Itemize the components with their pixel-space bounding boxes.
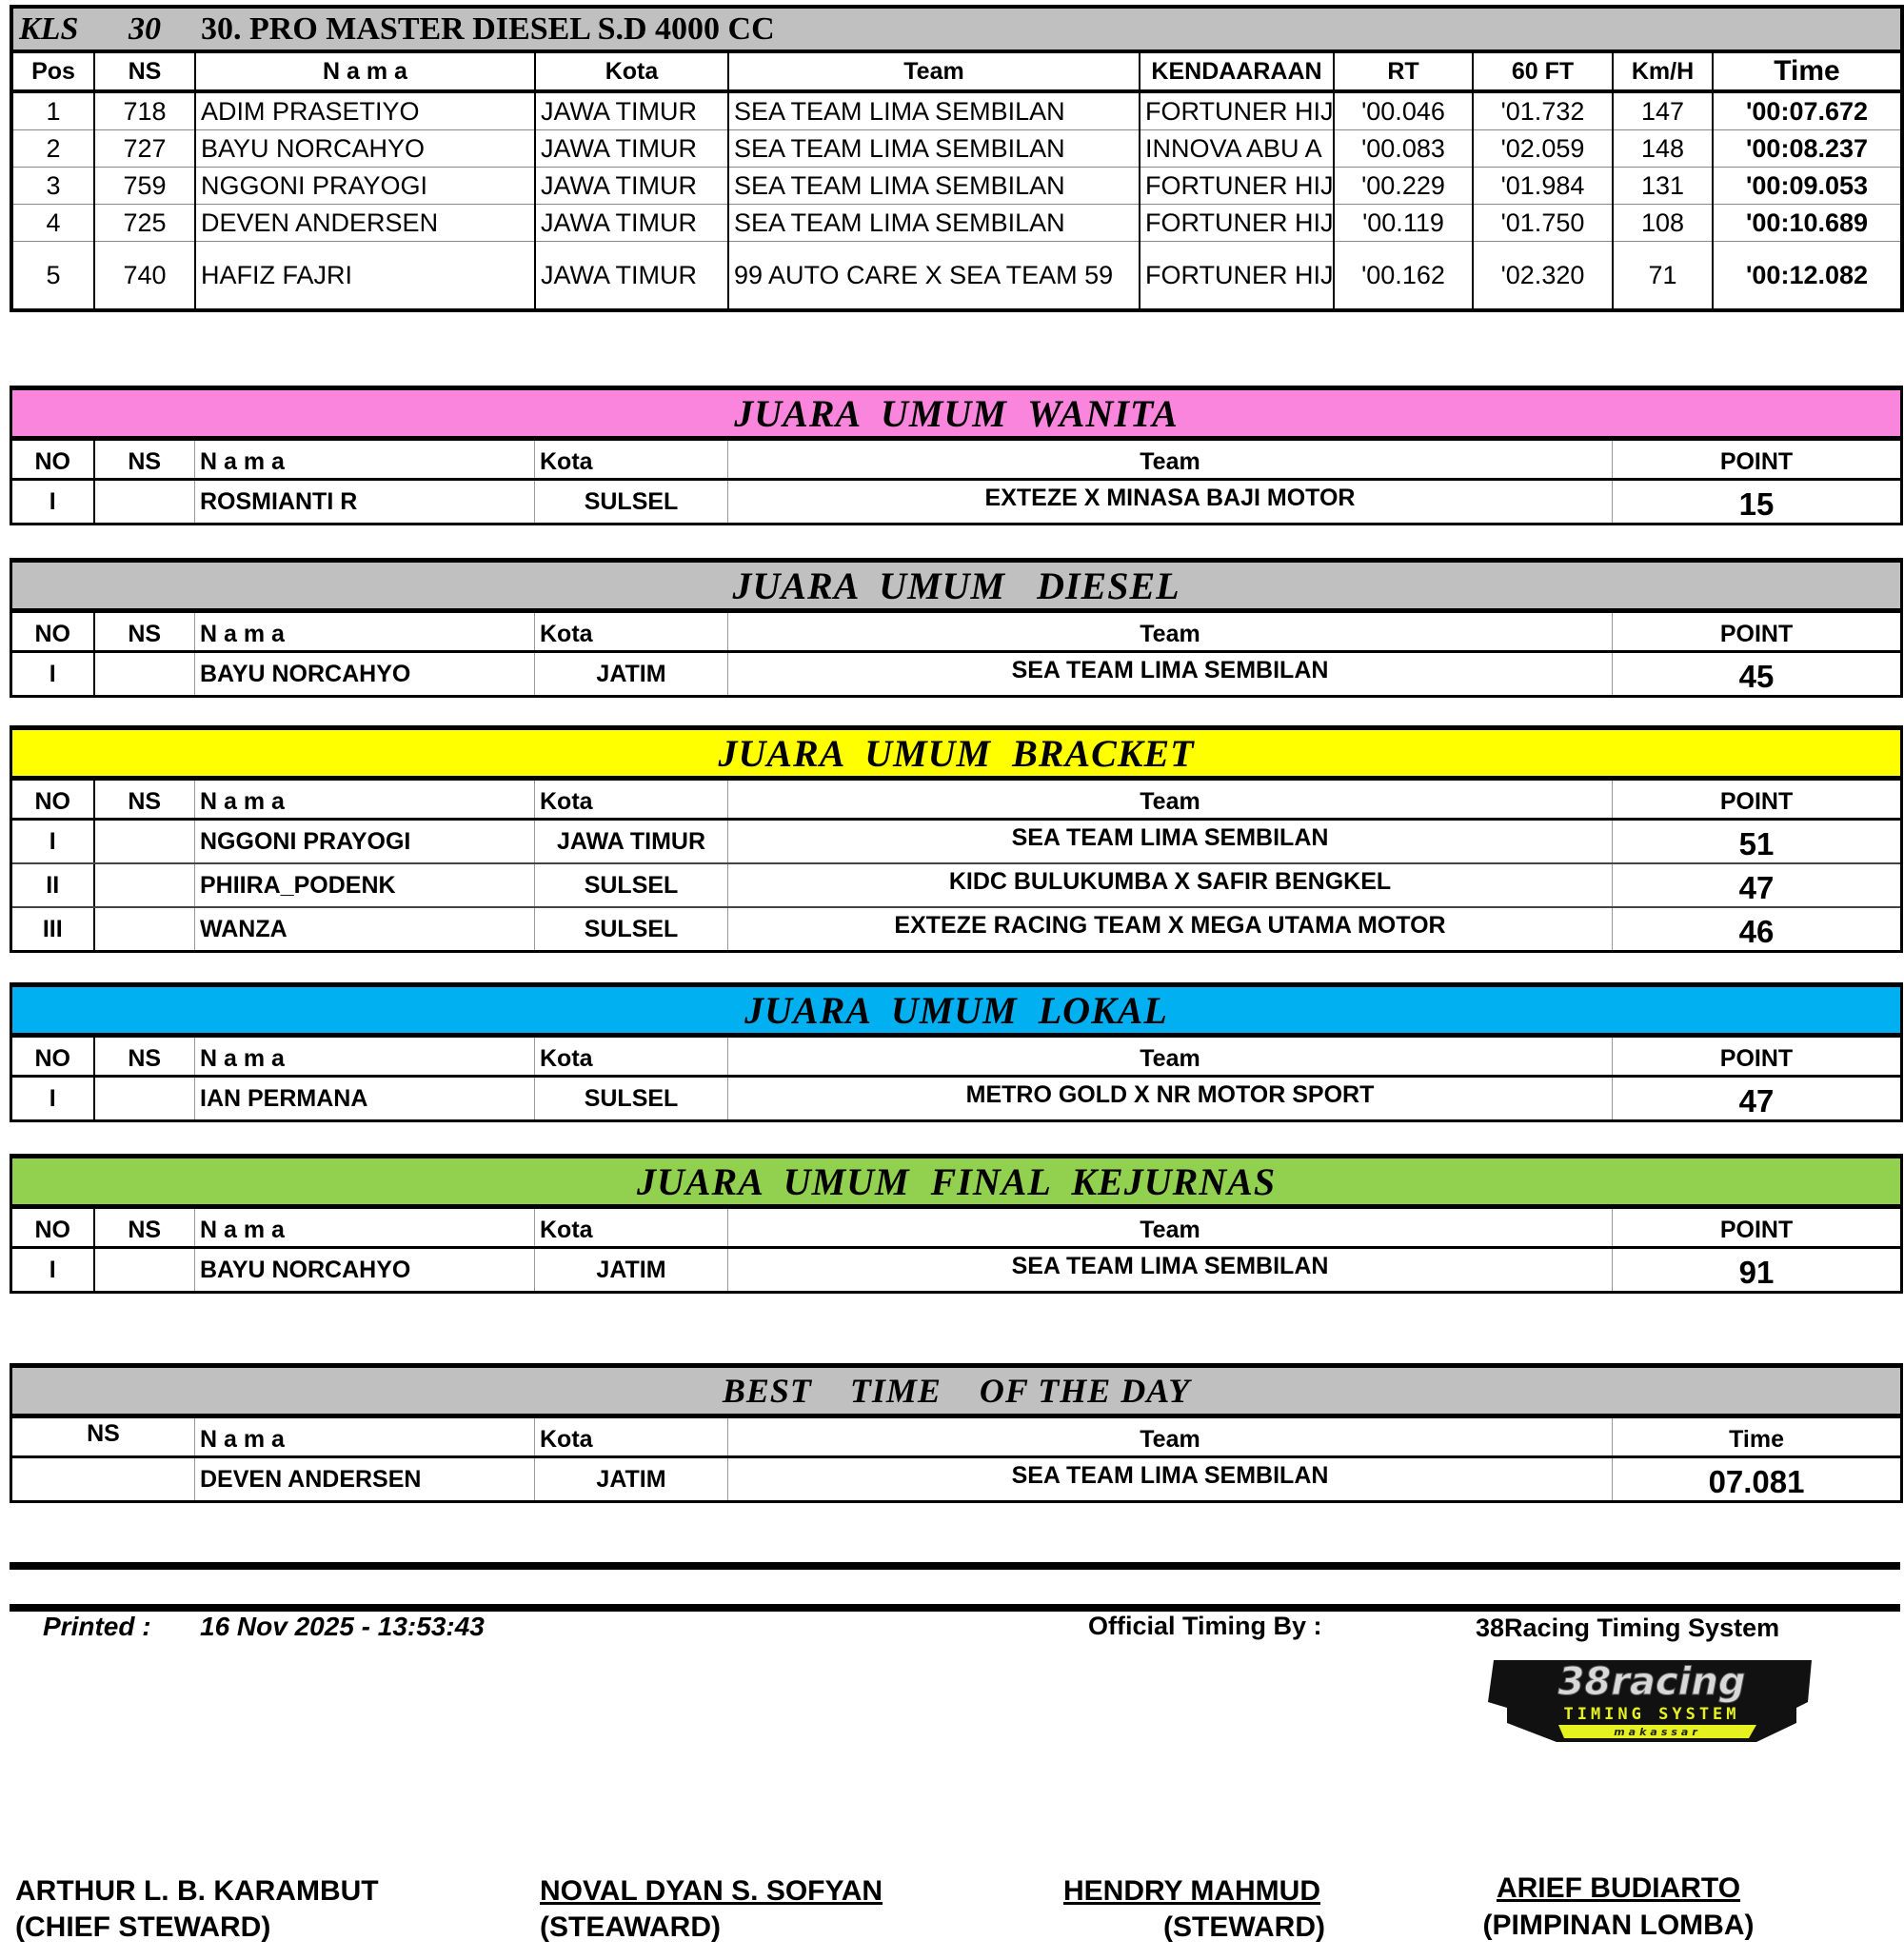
rt: '00.083 [1334, 130, 1473, 168]
rt: '00.229 [1334, 168, 1473, 205]
table-row [11, 168, 1902, 205]
col-kota: Kota [535, 611, 728, 652]
col-team: Team [728, 1416, 1613, 1457]
ns [94, 1248, 195, 1293]
no: III [11, 907, 94, 952]
ft60: '02.059 [1473, 130, 1613, 168]
kota: JAWA TIMUR [535, 91, 728, 130]
col-nama: N a m a [195, 1416, 535, 1457]
no: I [11, 1248, 94, 1293]
results-header-row [11, 51, 1902, 91]
signature-name-pimpinan-lomba: ARIEF BUDIARTO [1496, 1872, 1741, 1904]
col-ns: NS [94, 439, 195, 480]
divider [10, 1604, 1900, 1612]
ft60: '01.750 [1473, 205, 1613, 242]
nama: NGGONI PRAYOGI [195, 168, 535, 205]
point: 47 [1613, 863, 1902, 907]
team: METRO GOLD X NR MOTOR SPORT [728, 1077, 1613, 1121]
section-title: JUARA UMUM LOKAL [11, 985, 1902, 1036]
col-kota: Kota [535, 1207, 728, 1248]
no: I [11, 1077, 94, 1121]
pos: 1 [11, 91, 94, 130]
col-team: Team [728, 611, 1613, 652]
point: 46 [1613, 907, 1902, 952]
table-row [11, 130, 1902, 168]
kota: JATIM [535, 1248, 728, 1293]
ns: 718 [94, 91, 195, 130]
signature-role-steaward: (STEAWARD) [540, 1911, 721, 1943]
table-row [11, 1457, 1902, 1502]
section-title: BEST TIME OF THE DAY [11, 1366, 1902, 1416]
logo-main-text: 38racing [1557, 1660, 1746, 1704]
nama: PHIIRA_PODENK [195, 863, 535, 907]
col-kendaraan: KENDAARAAN [1140, 51, 1334, 91]
printed-value: 16 Nov 2025 - 13:53:43 [200, 1612, 485, 1641]
no: I [11, 820, 94, 864]
nama: NGGONI PRAYOGI [195, 820, 535, 864]
kota: JATIM [535, 1457, 728, 1502]
ns [94, 1077, 195, 1121]
table-row [11, 205, 1902, 242]
best-time-of-the-day-table [10, 1363, 1903, 1503]
table-row [11, 652, 1902, 697]
kota: SULSEL [535, 907, 728, 952]
nama: BAYU NORCAHYO [195, 130, 535, 168]
team: SEA TEAM LIMA SEMBILAN [728, 1248, 1613, 1293]
signature-name-steaward: NOVAL DYAN S. SOFYAN [540, 1875, 883, 1907]
kmh: 108 [1613, 205, 1713, 242]
col-time: Time [1713, 51, 1902, 91]
col-team: Team [728, 1207, 1613, 1248]
team: EXTEZE RACING TEAM X MEGA UTAMA MOTOR [728, 907, 1613, 952]
col-team: Team [728, 779, 1613, 820]
col-no: NO [11, 779, 94, 820]
col-kota: Kota [535, 1416, 728, 1457]
table-row [11, 1248, 1902, 1293]
time: '00:09.053 [1713, 168, 1902, 205]
section-title: JUARA UMUM DIESEL [11, 561, 1902, 611]
team: SEA TEAM LIMA SEMBILAN [728, 130, 1140, 168]
team: SEA TEAM LIMA SEMBILAN [728, 652, 1613, 697]
kendaraan: FORTUNER HIJ [1140, 91, 1334, 130]
team: 99 AUTO CARE X SEA TEAM 59 [728, 242, 1140, 311]
kendaraan: FORTUNER HIJ [1140, 242, 1334, 311]
class-number: 30 [94, 7, 195, 51]
nama: IAN PERMANA [195, 1077, 535, 1121]
38racing-logo [1480, 1654, 1823, 1750]
kmh: 131 [1613, 168, 1713, 205]
table-row [11, 863, 1902, 907]
nama: DEVEN ANDERSEN [195, 1457, 535, 1502]
nama: DEVEN ANDERSEN [195, 205, 535, 242]
col-60ft: 60 FT [1473, 51, 1613, 91]
juara-umum-bracket-table [10, 725, 1903, 953]
juara-umum-final-kejurnas-table [10, 1154, 1903, 1294]
team: KIDC BULUKUMBA X SAFIR BENGKEL [728, 863, 1613, 907]
kota: JAWA TIMUR [535, 820, 728, 864]
col-team: Team [728, 439, 1613, 480]
signature-role-chief-steward: (CHIEF STEWARD) [15, 1911, 271, 1943]
col-kota: Kota [535, 1036, 728, 1077]
col-ns: NS [11, 1416, 195, 1457]
best-time: 07.081 [1613, 1457, 1902, 1502]
col-nama: N a m a [195, 611, 535, 652]
team: SEA TEAM LIMA SEMBILAN [728, 205, 1140, 242]
pos: 5 [46, 260, 61, 289]
kota: SULSEL [535, 480, 728, 525]
col-no: NO [11, 1207, 94, 1248]
col-no: NO [11, 439, 94, 480]
ns: 759 [94, 168, 195, 205]
point: 45 [1613, 652, 1902, 697]
time: '00:07.672 [1713, 91, 1902, 130]
nama: BAYU NORCAHYO [195, 652, 535, 697]
logo-city-text: makassar [1614, 1726, 1701, 1738]
kmh: 147 [1613, 91, 1713, 130]
kota: JAWA TIMUR [535, 130, 728, 168]
class-title: 30. PRO MASTER DIESEL S.D 4000 CC [195, 7, 1902, 51]
table-row [11, 91, 1902, 130]
official-timing-label: Official Timing By : [1088, 1612, 1322, 1640]
class-title-bar [11, 7, 1902, 51]
kendaraan: FORTUNER HIJ [1140, 168, 1334, 205]
juara-umum-diesel-table [10, 558, 1903, 698]
divider [10, 1562, 1900, 1570]
col-point: POINT [1613, 439, 1902, 480]
table-row [11, 1077, 1902, 1121]
kota: SULSEL [535, 1077, 728, 1121]
pos: 2 [11, 130, 94, 168]
signature-role-pimpinan-lomba: (PIMPINAN LOMBA) [1482, 1910, 1755, 1941]
col-kota: Kota [535, 779, 728, 820]
col-team: Team [728, 51, 1140, 91]
nama: WANZA [195, 907, 535, 952]
juara-umum-lokal-table [10, 982, 1903, 1122]
logo-icon [1480, 1654, 1823, 1750]
pos: 4 [11, 205, 94, 242]
section-title: JUARA UMUM FINAL KEJURNAS [11, 1157, 1902, 1207]
ft60: '02.320 [1473, 242, 1613, 311]
printed-label: Printed : [43, 1612, 151, 1641]
kota: JATIM [535, 652, 728, 697]
rt: '00.046 [1334, 91, 1473, 130]
juara-umum-wanita-table [10, 386, 1903, 525]
section-title: JUARA UMUM BRACKET [11, 728, 1902, 779]
nama: ROSMIANTI R [195, 480, 535, 525]
col-nama: N a m a [195, 51, 535, 91]
signature-name-chief-steward: ARTHUR L. B. KARAMBUT [15, 1875, 379, 1907]
col-nama: N a m a [195, 1207, 535, 1248]
ns [94, 820, 195, 864]
kendaraan: FORTUNER HIJ [1140, 205, 1334, 242]
results-table [10, 5, 1904, 312]
col-time: Time [1613, 1416, 1902, 1457]
time: '00:08.237 [1713, 130, 1902, 168]
team: SEA TEAM LIMA SEMBILAN [728, 1457, 1613, 1502]
ns [11, 1457, 195, 1502]
col-kota: Kota [535, 51, 728, 91]
col-no: NO [11, 1036, 94, 1077]
section-title: JUARA UMUM WANITA [11, 388, 1902, 439]
point: 15 [1613, 480, 1902, 525]
ns: 740 [94, 242, 195, 311]
kota: JAWA TIMUR [535, 242, 728, 311]
ns [94, 907, 195, 952]
col-ns: NS [94, 1036, 195, 1077]
table-row [11, 907, 1902, 952]
kmh: 71 [1613, 242, 1713, 311]
signature-name-steward: HENDRY MAHMUD [1063, 1875, 1320, 1907]
table-row [11, 242, 1902, 311]
kota: SULSEL [535, 863, 728, 907]
col-ns: NS [94, 611, 195, 652]
point: 47 [1613, 1077, 1902, 1121]
team: EXTEZE X MINASA BAJI MOTOR [728, 480, 1613, 525]
col-point: POINT [1613, 1207, 1902, 1248]
team: SEA TEAM LIMA SEMBILAN [728, 820, 1613, 864]
no: I [11, 480, 94, 525]
col-kmh: Km/H [1613, 51, 1713, 91]
ns: 727 [94, 130, 195, 168]
col-no: NO [11, 611, 94, 652]
ns: 725 [94, 205, 195, 242]
point: 51 [1613, 820, 1902, 864]
no: I [11, 652, 94, 697]
nama: ADIM PRASETIYO [195, 91, 535, 130]
col-nama: N a m a [195, 1036, 535, 1077]
col-ns: NS [94, 51, 195, 91]
ns [94, 480, 195, 525]
pos: 3 [11, 168, 94, 205]
col-point: POINT [1613, 779, 1902, 820]
col-point: POINT [1613, 1036, 1902, 1077]
no: II [11, 863, 94, 907]
col-pos: Pos [11, 51, 94, 91]
col-kota: Kota [535, 439, 728, 480]
kota: JAWA TIMUR [535, 168, 728, 205]
timing-system-name: 38Racing Timing System [1476, 1614, 1780, 1642]
signature-role-steward: (STEWARD) [1163, 1911, 1325, 1943]
point: 91 [1613, 1248, 1902, 1293]
table-row [11, 820, 1902, 864]
time: '00:10.689 [1713, 205, 1902, 242]
rt: '00.119 [1334, 205, 1473, 242]
logo-sub-text: TIMING SYSTEM [1563, 1705, 1740, 1724]
rt: '00.162 [1334, 242, 1473, 311]
kota: JAWA TIMUR [535, 205, 728, 242]
ft60: '01.984 [1473, 168, 1613, 205]
ns [94, 863, 195, 907]
nama: BAYU NORCAHYO [195, 1248, 535, 1293]
time: '00:12.082 [1713, 242, 1902, 311]
col-nama: N a m a [195, 439, 535, 480]
col-ns: NS [94, 779, 195, 820]
team: SEA TEAM LIMA SEMBILAN [728, 91, 1140, 130]
kmh: 148 [1613, 130, 1713, 168]
ns [94, 652, 195, 697]
col-team: Team [728, 1036, 1613, 1077]
col-point: POINT [1613, 611, 1902, 652]
col-ns: NS [94, 1207, 195, 1248]
table-row [11, 480, 1902, 525]
ft60: '01.732 [1473, 91, 1613, 130]
team: SEA TEAM LIMA SEMBILAN [728, 168, 1140, 205]
kendaraan: INNOVA ABU A [1140, 130, 1334, 168]
col-nama: N a m a [195, 779, 535, 820]
nama: HAFIZ FAJRI [195, 242, 535, 311]
col-rt: RT [1334, 51, 1473, 91]
class-label: KLS [11, 7, 94, 51]
